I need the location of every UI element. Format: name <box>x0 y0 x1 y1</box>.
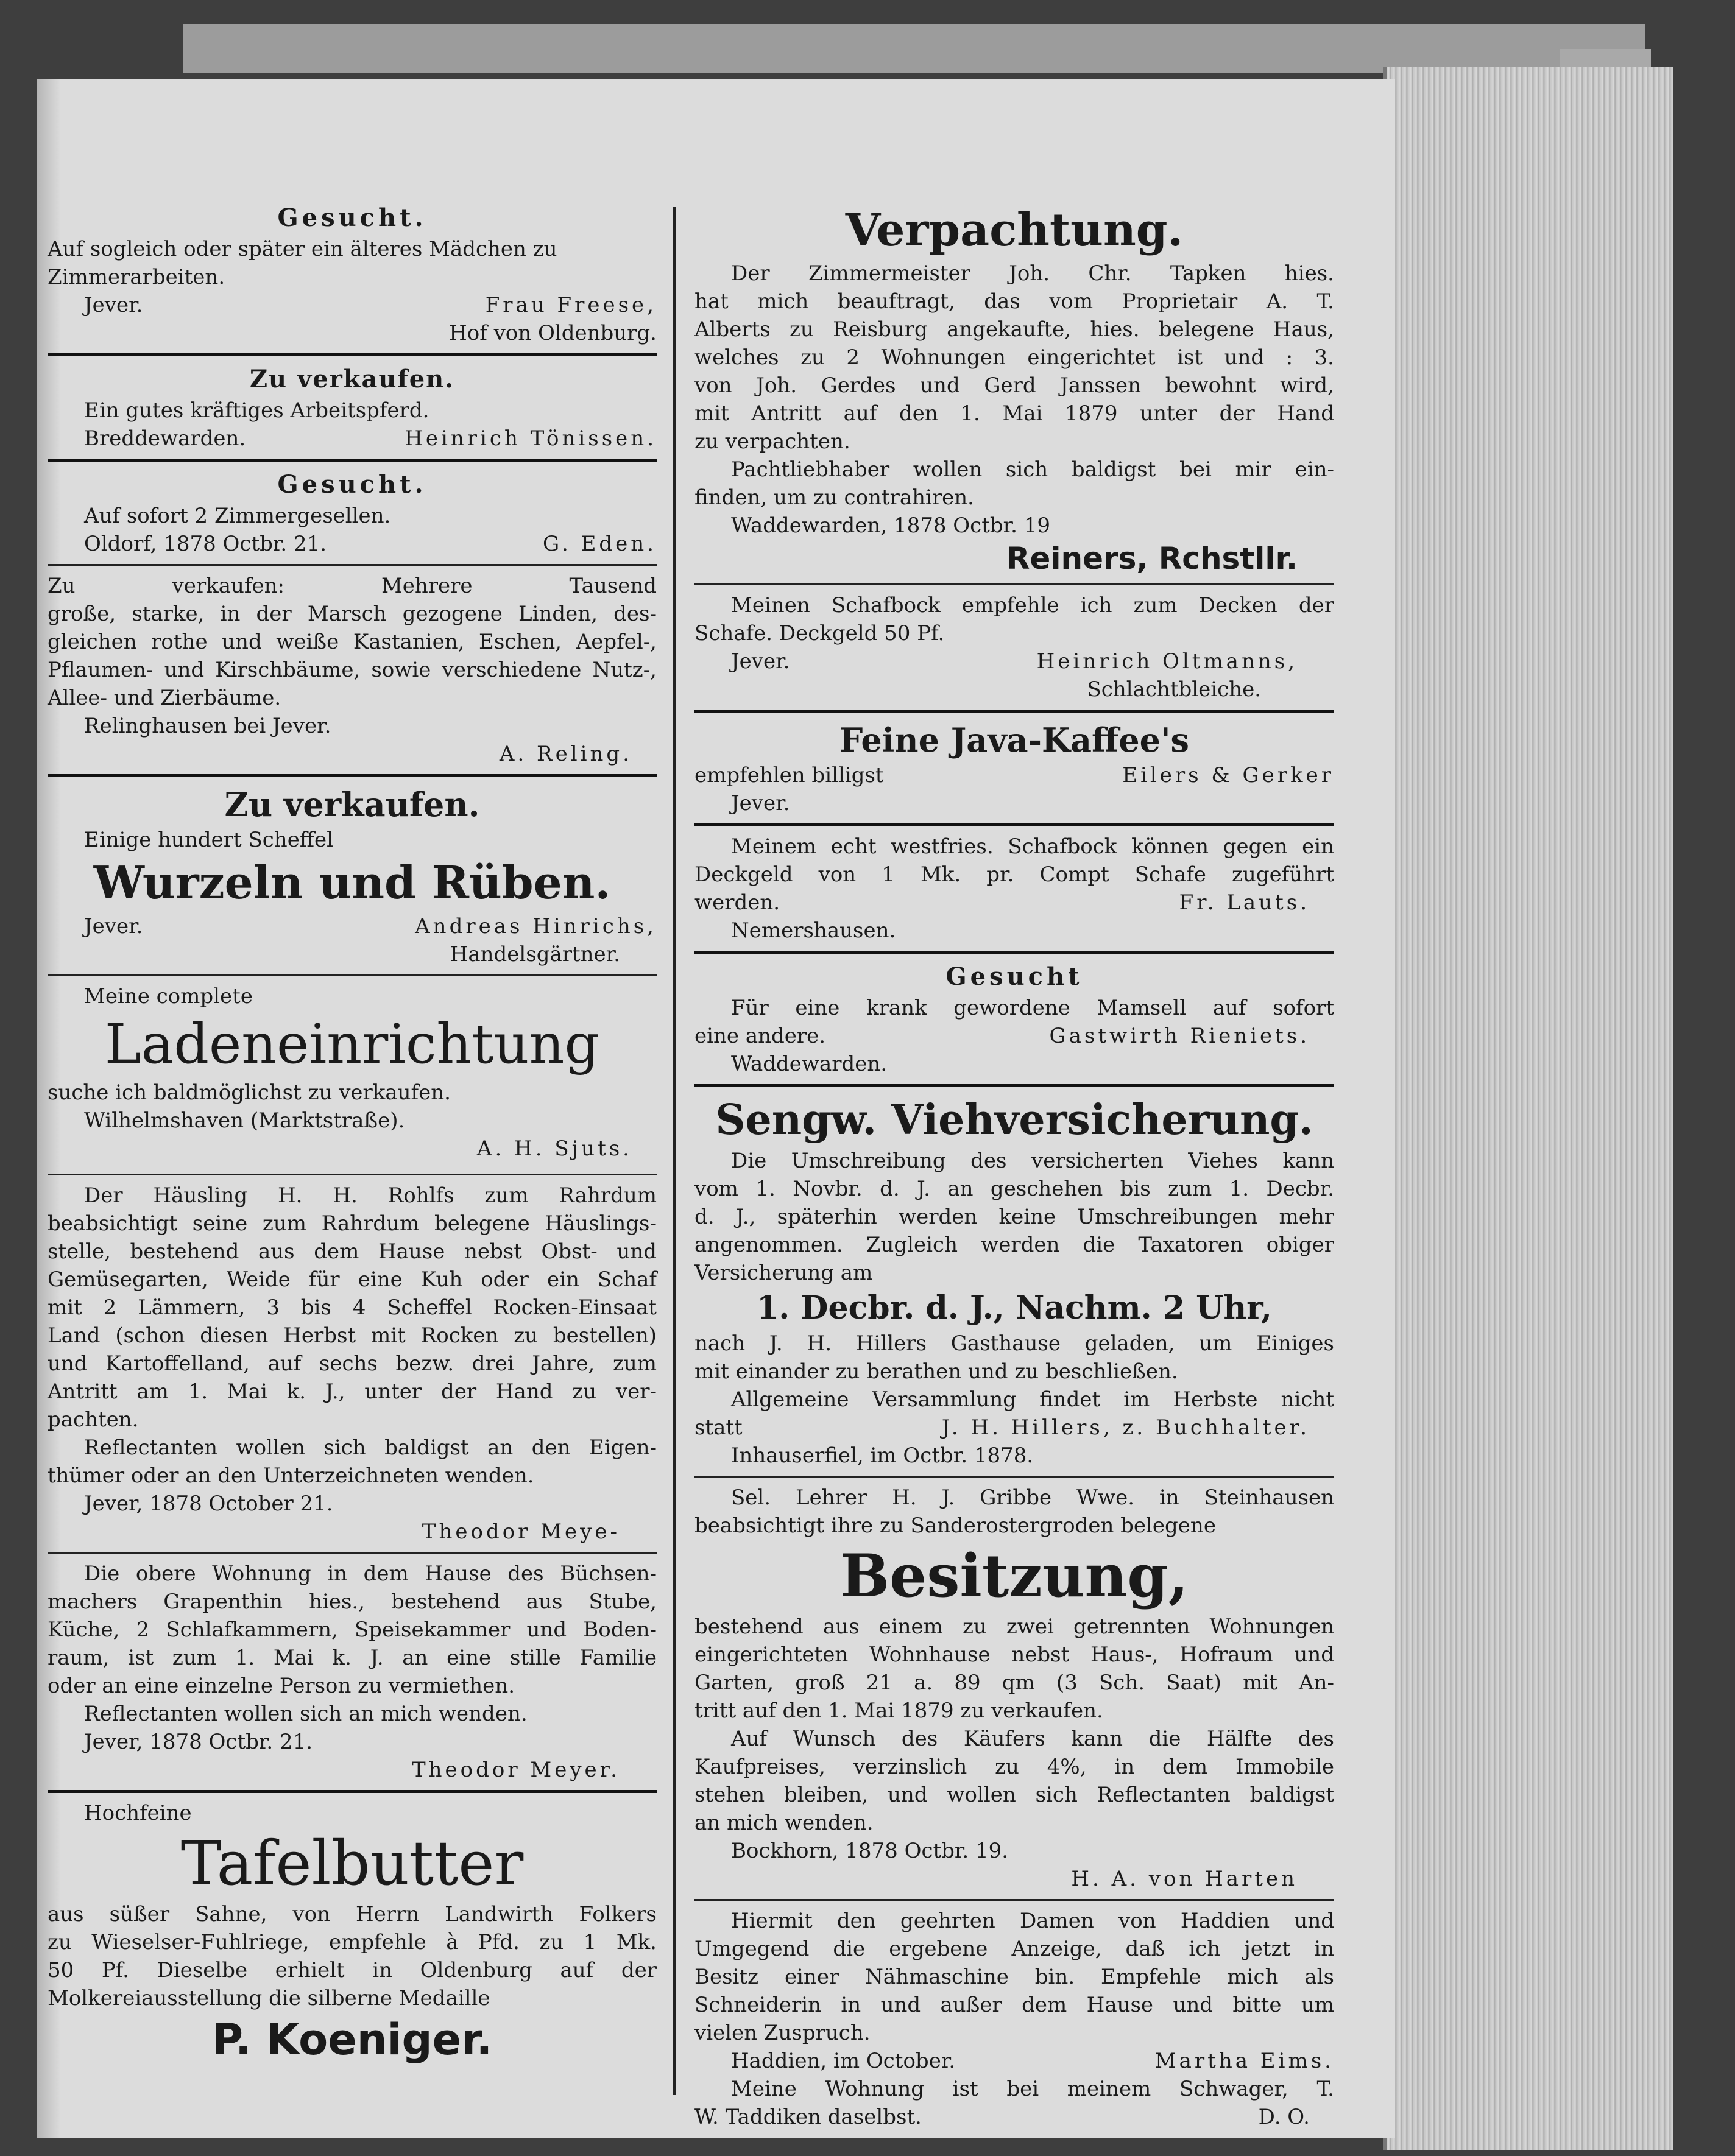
ad-text: werden. <box>694 890 780 915</box>
ad-place: Bockhorn, 1878 Octbr. 19. <box>731 1839 1009 1863</box>
ad-signature: D. O. <box>1258 2105 1310 2129</box>
ad-place: Inhauserfiel, im Octbr. 1878. <box>731 1443 1034 1468</box>
ad-signature: Reiners, Rchstllr. <box>1006 541 1298 576</box>
ad-occupation: Handelsgärtner. <box>450 942 620 967</box>
divider <box>48 459 657 462</box>
ad-text: und Kartoffelland, auf sechs bezw. drei Jahre, zum <box>48 1351 657 1376</box>
ad-text: gleichen rothe und weiße Kastanien, Eschen, Aepfel-, <box>48 630 657 654</box>
ad-text: Versicherung am <box>694 1261 873 1285</box>
ad-text: hat mich beauftragt, das vom Proprietair A. T. <box>694 289 1334 314</box>
ad-text: Allgemeine Versammlung findet im Herbste nicht <box>731 1387 1334 1412</box>
ad-text: Zu verkaufen: Mehrere Tausend <box>48 574 657 598</box>
ad-place: Jever. <box>84 293 143 317</box>
divider <box>48 974 657 976</box>
divider <box>48 1790 657 1793</box>
ad-text: Deckgeld von 1 Mk. pr. Compt Schafe zugeführt <box>694 862 1334 887</box>
ad-place: Waddewarden, 1878 Octbr. 19 <box>731 513 1051 538</box>
ad-text: Der Häusling H. H. Rohlfs zum Rahrdum <box>84 1183 657 1208</box>
ad-text: machers Grapenthin hies., bestehend aus Stube, <box>48 1590 657 1614</box>
ad-title: Zu verkaufen. <box>224 785 480 824</box>
ad-text: Ein gutes kräftiges Arbeitspferd. <box>84 398 429 423</box>
ad-text: Schneiderin in und außer dem Hause und bitte um <box>694 1993 1334 2017</box>
ad-headline: 1. Decbr. d. J., Nachm. 2 Uhr, <box>757 1289 1272 1326</box>
ad-text: Pflaumen- und Kirschbäume, sowie verschiedene Nutz-, <box>48 658 657 682</box>
ad-signature: H. A. von Harten <box>1071 1867 1298 1891</box>
divider <box>694 951 1334 954</box>
ad-besitzung <box>694 1484 1334 1893</box>
ad-title: Gesucht <box>945 962 1083 991</box>
ad-text: Umgegend die ergebene Anzeige, daß ich jetzt in <box>694 1937 1334 1961</box>
ad-title: Gesucht. <box>277 470 427 499</box>
ad-text: Meinen Schafbock empfehle ich zum Decken der <box>731 593 1334 618</box>
divider <box>48 353 657 356</box>
ad-text: suche ich baldmöglichst zu verkaufen. <box>48 1080 451 1105</box>
divider <box>694 823 1334 826</box>
ad-place: Haddien, im October. <box>731 2049 956 2073</box>
ad-headline: Wurzeln und Rüben. <box>93 857 611 909</box>
ad-text: aus süßer Sahne, von Herrn Landwirth Folkers <box>48 1902 657 1926</box>
ad-text: eine andere. <box>694 1024 826 1048</box>
ad-title: Sengw. Viehversicherung. <box>715 1096 1313 1144</box>
divider <box>48 774 657 777</box>
ad-ladeneinrichtung <box>48 982 657 1163</box>
ad-text: bestehend aus einem zu zwei getrennten Wohnungen <box>694 1615 1334 1639</box>
ad-headline: Besitzung, <box>840 1541 1189 1610</box>
ad-signature: A. H. Sjuts. <box>476 1136 632 1161</box>
divider <box>48 1174 657 1175</box>
ad-schafbock <box>694 591 1334 703</box>
ad-text: beabsichtigt seine zum Rahrdum belegene Häuslings- <box>48 1211 657 1236</box>
ad-text: zu Wieselser-Fuhlriege, empfehle à Pfd. zu 1 Mk. <box>48 1930 657 1954</box>
divider <box>48 1552 657 1554</box>
ad-text: Die obere Wohnung in dem Hause des Büchsen- <box>84 1562 657 1586</box>
ad-address: Schlachtbleiche. <box>1087 677 1261 702</box>
ad-text: Hiermit den geehrten Damen von Haddien und <box>731 1909 1334 1933</box>
ad-naehmaschine <box>694 1907 1334 2131</box>
ad-gesucht-maedchen <box>48 201 657 347</box>
book-top-edge <box>183 24 1645 73</box>
ad-text: große, starke, in der Marsch gezogene Linden, des- <box>48 602 657 626</box>
ad-text: Allee- und Zierbäume. <box>48 686 281 710</box>
ad-text: W. Taddiken daselbst. <box>694 2105 922 2129</box>
ad-signature: Heinrich Oltmanns, <box>1036 649 1298 674</box>
page-stack-edge <box>1383 67 1673 2150</box>
ad-text: raum, ist zum 1. Mai k. J. an eine stille Familie <box>48 1646 657 1670</box>
ad-text: mit 2 Lämmern, 3 bis 4 Scheffel Rocken-Einsaat <box>48 1295 657 1320</box>
ad-text: eingerichteten Wohnhause nebst Haus-, Hofraum und <box>694 1643 1334 1667</box>
ad-text: Die Umschreibung des versicherten Viehes kann <box>731 1149 1334 1173</box>
ad-signature: A. Reling. <box>499 742 632 766</box>
ad-title: Zu verkaufen. <box>249 365 455 393</box>
ad-text: oder an eine einzelne Person zu vermiethen. <box>48 1674 515 1698</box>
ad-wurzeln-rueben <box>48 783 657 968</box>
ad-text: Gemüsegarten, Weide für eine Kuh oder ein Schaf <box>48 1267 657 1292</box>
ad-signature: G. Eden. <box>543 532 657 556</box>
ad-text: stehen bleiben, und wollen sich Reflectanten baldigst <box>694 1783 1334 1807</box>
divider <box>694 710 1334 713</box>
ad-address: Hof von Oldenburg. <box>449 321 657 345</box>
ad-signature: Heinrich Tönissen. <box>405 426 657 451</box>
ad-text: 50 Pf. Dieselbe erhielt in Oldenburg auf der <box>48 1958 657 1982</box>
ad-place: Jever. <box>84 914 143 939</box>
ad-text: Einige hundert Scheffel <box>84 828 333 852</box>
ad-signature: Theodor Meyer. <box>411 1758 620 1782</box>
ad-signature: Eilers & Gerker <box>1122 763 1334 787</box>
newspaper-page <box>37 79 1395 2138</box>
ad-text: Meine complete <box>84 984 253 1009</box>
ad-text: mit einander zu berathen und zu beschließen. <box>694 1359 1178 1384</box>
ad-text: von Joh. Gerdes und Gerd Janssen bewohnt wird, <box>694 373 1334 398</box>
divider <box>694 583 1334 585</box>
ad-place: Jever. <box>731 649 790 674</box>
ad-gesucht-mamsell <box>694 960 1334 1078</box>
ad-signature: Fr. Lauts. <box>1179 890 1310 915</box>
ad-title: Gesucht. <box>277 203 427 232</box>
divider <box>694 1084 1334 1087</box>
ad-text: stelle, bestehend aus dem Hause nebst Obst- und <box>48 1239 657 1264</box>
ad-baeume <box>48 572 657 768</box>
ad-text: an mich wenden. <box>694 1811 874 1835</box>
ad-text: zu verpachten. <box>694 429 850 454</box>
ad-haeuslingsstelle <box>48 1182 657 1546</box>
ad-title: Verpachtung. <box>845 204 1184 256</box>
ad-text: tritt auf den 1. Mai 1879 zu verkaufen. <box>694 1699 1103 1723</box>
ad-signature: J. H. Hillers, z. Buchhalter. <box>941 1415 1310 1440</box>
ad-text: Für eine krank gewordene Mamsell auf sofort <box>731 996 1334 1020</box>
divider <box>694 1476 1334 1478</box>
column-divider <box>673 207 676 2095</box>
ad-headline: Tafelbutter <box>180 1828 524 1899</box>
ad-text: Pachtliebhaber wollen sich baldigst bei mir ein- <box>731 457 1334 482</box>
ad-text: thümer oder an den Unterzeichneten wenden. <box>48 1464 534 1488</box>
divider <box>694 1899 1334 1901</box>
ad-text: Küche, 2 Schlafkammern, Speisekammer und Boden- <box>48 1618 657 1642</box>
ad-place: Wilhelmshaven (Marktstraße). <box>84 1108 405 1133</box>
ad-text: Schafe. Deckgeld 50 Pf. <box>694 621 945 646</box>
ad-text: nach J. H. Hillers Gasthause geladen, um Einiges <box>694 1331 1334 1356</box>
ad-wohnung <box>48 1560 657 1784</box>
ad-signature: Gastwirth Rieniets. <box>1049 1024 1310 1048</box>
ad-place: Nemershausen. <box>731 918 896 943</box>
ad-text: pachten. <box>48 1407 139 1432</box>
ad-text: Der Zimmermeister Joh. Chr. Tapken hies. <box>731 261 1334 286</box>
ad-signature: Andreas Hinrichs, <box>415 914 657 939</box>
ad-signature: Martha Eims. <box>1154 2049 1334 2073</box>
ad-text: Meinem echt westfries. Schafbock können gegen ein <box>731 834 1334 859</box>
ad-place: Jever, 1878 October 21. <box>84 1492 333 1516</box>
ad-text: Antritt am 1. Mai k. J., unter der Hand zu ver- <box>48 1379 657 1404</box>
ad-verpachtung <box>694 201 1334 577</box>
ad-zimmergesellen <box>48 468 657 558</box>
ad-text: vom 1. Novbr. d. J. an geschehen bis zum 1. Decbr. <box>694 1177 1334 1201</box>
left-column <box>48 201 657 2067</box>
ad-text: mit Antritt auf den 1. Mai 1879 unter der Hand <box>694 401 1334 426</box>
ad-title: Feine Java-Kaffee's <box>839 720 1189 759</box>
ad-text: Kaufpreises, verzinslich zu 4%, in dem Immobile <box>694 1755 1334 1779</box>
ad-text: Auf Wunsch des Käufers kann die Hälfte des <box>731 1727 1334 1751</box>
ad-place: Jever. <box>731 791 790 816</box>
ad-place: Jever, 1878 Octbr. 21. <box>84 1730 313 1754</box>
ad-viehversicherung <box>694 1093 1334 1470</box>
ad-text: Alberts zu Reisburg angekaufte, hies. belegene Haus, <box>694 317 1334 342</box>
ad-text: Auf sofort 2 Zimmergesellen. <box>84 504 391 528</box>
ad-signature: Frau Freese, <box>485 293 657 317</box>
ad-text: vielen Zuspruch. <box>694 2021 871 2045</box>
divider <box>48 564 657 566</box>
ad-arbeitspferd <box>48 362 657 453</box>
ad-java-kaffee <box>694 719 1334 817</box>
ad-text: Besitz einer Nähmaschine bin. Empfehle mich als <box>694 1965 1334 1989</box>
ad-text: Reflectanten wollen sich an mich wenden. <box>84 1702 528 1726</box>
ad-text: empfehlen billigst <box>694 763 884 787</box>
ad-text: angenommen. Zugleich werden die Taxatoren obiger <box>694 1233 1334 1257</box>
ad-text: Molkereiausstellung die silberne Medaille <box>48 1986 490 2010</box>
ad-text: Meine Wohnung ist bei meinem Schwager, T. <box>731 2077 1334 2101</box>
ad-text: Sel. Lehrer H. J. Gribbe Wwe. in Steinhausen <box>731 1485 1334 1510</box>
ad-place: Breddewarden. <box>84 426 246 451</box>
right-column <box>694 201 1334 2131</box>
ad-signature: Theodor Meye- <box>422 1520 620 1544</box>
ad-place: Relinghausen bei Jever. <box>84 714 331 738</box>
ad-text: finden, um zu contrahiren. <box>694 485 974 510</box>
ad-text: welches zu 2 Wohnungen eingerichtet ist und : 3. <box>694 345 1334 370</box>
ad-text: Auf sogleich oder später ein älteres Mädchen zu <box>48 237 557 261</box>
ad-text: d. J., späterhin werden keine Umschreibungen mehr <box>694 1205 1334 1229</box>
ad-text: Hochfeine <box>84 1801 192 1825</box>
ad-text: Garten, groß 21 a. 89 qm (3 Sch. Saat) mit An- <box>694 1671 1334 1695</box>
ad-place: Waddewarden. <box>731 1052 888 1076</box>
ad-text: statt <box>694 1415 743 1440</box>
ad-text: Reflectanten wollen sich baldigst an den Eigen- <box>84 1436 657 1460</box>
ad-text: beabsichtigt ihre zu Sanderostergroden belegene <box>694 1513 1216 1538</box>
ad-signature: P. Koeniger. <box>211 2015 493 2065</box>
ad-headline: Ladeneinrichtung <box>104 1012 600 1076</box>
ad-tafelbutter <box>48 1799 657 2067</box>
ad-text: Land (schon diesen Herbst mit Rocken zu bestellen) <box>48 1323 657 1348</box>
ad-text: Zimmerarbeiten. <box>48 265 225 289</box>
ad-westfries-schafbock <box>694 833 1334 945</box>
ad-place: Oldorf, 1878 Octbr. 21. <box>84 532 327 556</box>
